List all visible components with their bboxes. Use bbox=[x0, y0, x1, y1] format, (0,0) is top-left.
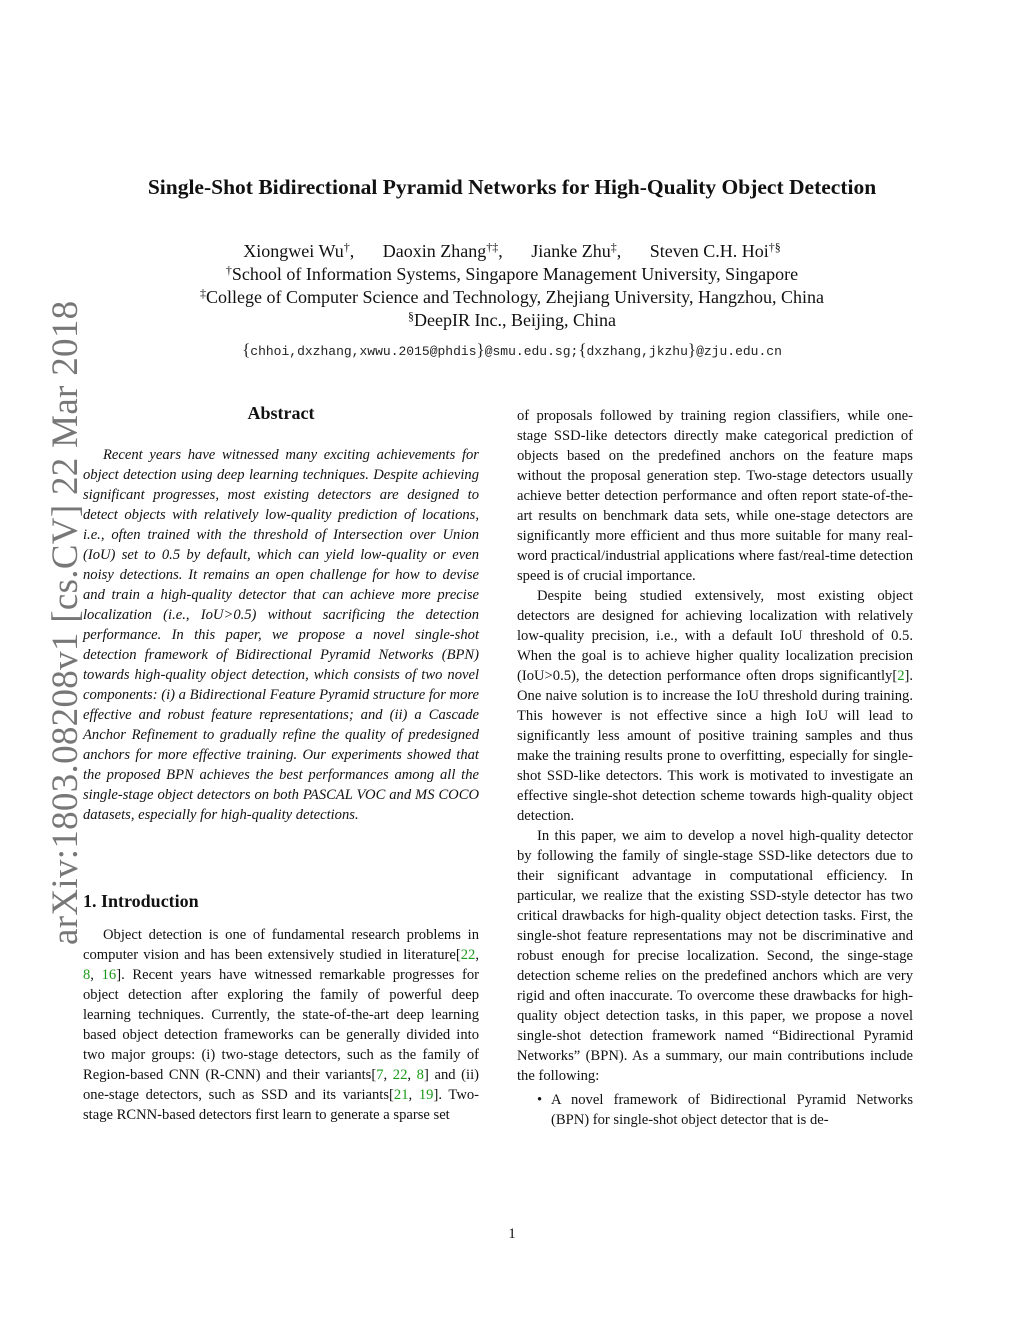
author-3: Jianke Zhu‡, bbox=[531, 240, 622, 261]
page-number: 1 bbox=[508, 1226, 516, 1242]
intro-paragraph-1-continued: of proposals followed by training region classifiers, while one-stage SSD-like detectors directly make categorical prediction of objects based on the predefined anchors on the feature maps without the proposal generation step. Two-stage detectors usually achieve better detection performance and often report state-of-the-art results on benchmark data sets, while one-stage detectors are significantly more efficient and thus more suitable for many real-word practical/industrial applications where fast/real-time detection speed is of crucial importance. bbox=[517, 408, 913, 584]
citation-link[interactable]: 22 bbox=[460, 947, 476, 963]
intro-paragraph-3: In this paper, we aim to develop a novel high-quality detector by following the family of single-stage SSD-like detectors due to their significant advantage in computational efficiency. In particular, we realize that the existing SSD-style detector has two critical drawbacks for high-quality object detection tasks. First, the single-shot feature representations may not be discriminative and robust enough for precise localization. Second, the singe-stage detection scheme relies on the predefined anchors which are very rigid and often inaccurate. To overcome these drawbacks for high-quality object detection tasks, in this paper, we propose a novel single-shot detection framework named “Bidirectional Pyramid Networks” (BPN). As a summary, our main contributions include the following: bbox=[517, 828, 913, 1084]
abstract-text: Recent years have witnessed many exciting achievements for object detection using deep learning techniques. Despite achieving significant progresses, most existing detectors are designed to detect objects with relatively low-quality prediction of locations, i.e., often trained with the threshold of Intersection over Union (IoU) set to 0.5 by default, which can yield low-quality or even noisy detections. It remains an open challenge for how to devise and train a high-quality detector that can achieve more precise localization (i.e., IoU>0.5) without sacrificing the detection performance. In this paper, we propose a novel single-shot detection framework of Bidirectional Pyramid Networks (BPN) towards high-quality object detection, which consists of two novel components: (i) a Bidirectional Feature Pyramid structure for more effective and robust feature representations; and (ii) a Cascade Anchor Refinement to gradually refine the quality of predesigned anchors for more effective training. Our experiments showed that the proposed BPN achieves the best performances among all the single-stage object detectors on both PASCAL VOC and MS COCO datasets, especially for high-quality detections. bbox=[83, 447, 479, 823]
intro-heading: 1. Introduction bbox=[83, 891, 199, 911]
citation-link[interactable]: 8 bbox=[416, 1067, 424, 1083]
author-emails: {chhoi,dxzhang,xwwu.2015@phdis}@smu.edu.sg;{dxzhang,jkzhu}@zju.edu.cn bbox=[242, 340, 782, 359]
intro-paragraph-2: Despite being studied extensively, most existing object detectors are designed for achieving localization with relatively low-quality precision, i.e., with a default IoU threshold of 0.5. When the goal is to achieve higher quality localization precision (IoU>0.5), the detection performance often drops significantly[2]. One naive solution is to increase the IoU threshold during training. This however is not effective since a high IoU will lead to significantly less amount of positive training samples and thus make the training results prone to overfitting, especially for single-shot SSD-like detectors. This work is motivated to investigate an effective single-shot detection scheme towards high-quality object detection. bbox=[517, 588, 913, 824]
paper-title: Single-Shot Bidirectional Pyramid Networks for High-Quality Object Detection bbox=[147, 175, 877, 199]
intro-paragraph-1: Object detection is one of fundamental research problems in computer vision and has been extensively studied in literature[22, 8, 16]. Recent years have witnessed remarkable progresses for object detection after exploring the family of powerful deep learning techniques. Currently, the state-of-the-art deep learning based object detection frameworks can be generally divided into two major groups: (i) two-stage detectors, such as the family of Region-based CNN (R-CNN) and their variants[7, 22, 8] and (ii) one-stage detectors, such as SSD and its variants[21, 19]. Two-stage RCNN-based detectors first learn to generate a sparse set bbox=[83, 927, 480, 1123]
contribution-list bbox=[517, 1090, 913, 1130]
affiliation-3: §DeepIR Inc., Beijing, China bbox=[408, 309, 616, 330]
affiliation-2: ‡College of Computer Science and Technology, Zhejiang University, Hangzhou, China bbox=[200, 286, 824, 307]
citation-link[interactable]: 22 bbox=[392, 1067, 408, 1083]
author-2: Daoxin Zhang†‡, bbox=[382, 240, 503, 261]
citation-link[interactable]: 19 bbox=[418, 1087, 434, 1103]
list-item: • A novel framework of Bidirectional Pyramid Networks (BPN) for single-shot object detector that is de- bbox=[551, 1090, 913, 1130]
citation-link[interactable]: 8 bbox=[83, 967, 91, 983]
author-block bbox=[0, 240, 1024, 332]
arxiv-stamp: arXiv:1803.08208v1 [cs.CV] 22 Mar 2018 bbox=[45, 300, 86, 945]
citation-link[interactable]: 7 bbox=[376, 1067, 384, 1083]
citation-link[interactable]: 2 bbox=[897, 668, 905, 684]
author-names bbox=[0, 240, 1024, 263]
citation-link[interactable]: 16 bbox=[101, 967, 117, 983]
author-1: Xiongwei Wu†, bbox=[243, 240, 355, 261]
affiliation-1: †School of Information Systems, Singapore Management University, Singapore bbox=[225, 263, 799, 284]
abstract-heading: Abstract bbox=[247, 403, 315, 423]
left-column bbox=[83, 403, 479, 1125]
right-column bbox=[517, 406, 913, 1130]
author-4: Steven C.H. Hoi†§ bbox=[649, 240, 781, 261]
citation-link[interactable]: 21 bbox=[393, 1087, 409, 1103]
